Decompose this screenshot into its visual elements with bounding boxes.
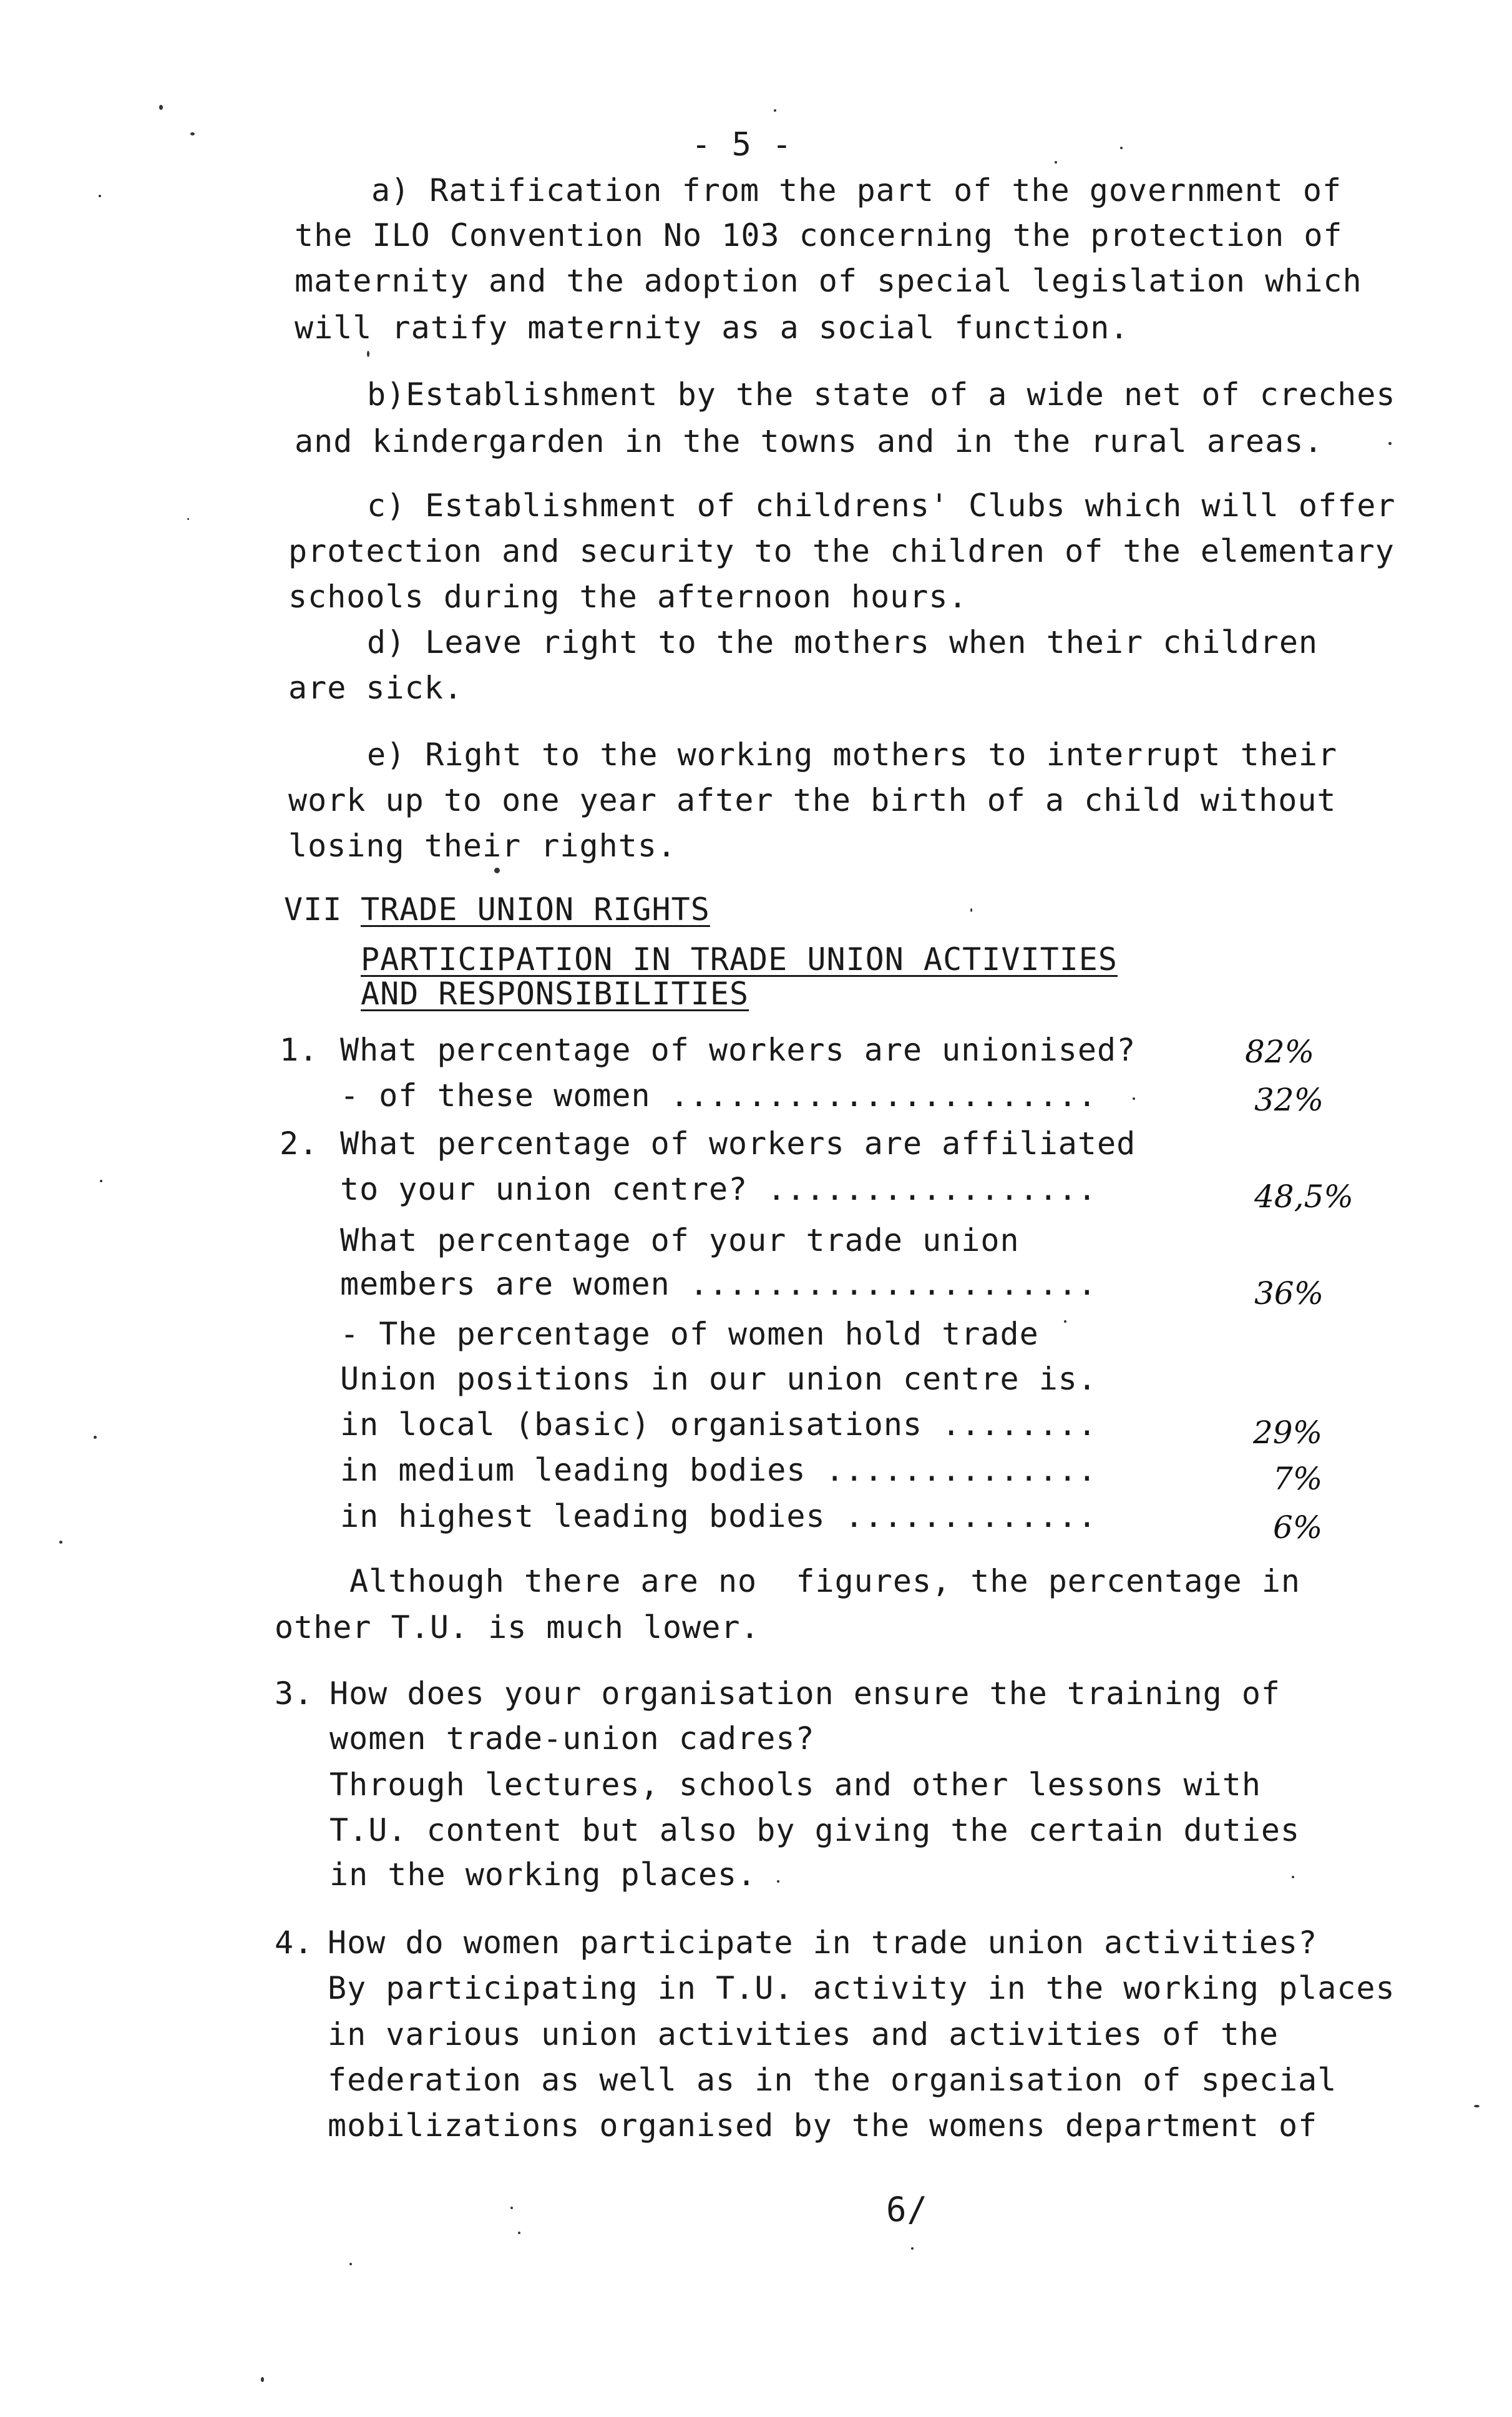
scan-speck xyxy=(100,1180,102,1182)
answer-text: federation as well as in the organisation of special xyxy=(328,2062,1337,2098)
question-text: women trade-union cadres? xyxy=(329,1720,815,1757)
percentage-value: 36% xyxy=(1254,1275,1324,1311)
section-subtitle: AND RESPONSIBILITIES xyxy=(361,976,749,1012)
text-line: a) Ratification from the part of the government of xyxy=(371,172,1342,208)
text-line: other T.U. is much lower. xyxy=(275,1609,760,1645)
scan-speck xyxy=(911,2247,914,2250)
scan-speck xyxy=(1388,442,1392,445)
question-text: - The percentage of women hold trade xyxy=(340,1316,1039,1352)
answer-text: mobilizations organised by the womens department of xyxy=(328,2107,1318,2144)
scan-speck xyxy=(59,1541,62,1544)
text-line: b)Establishment by the state of a wide net of creches xyxy=(367,376,1396,413)
question-subline: - of these women ...................... xyxy=(340,1077,1097,1114)
question-number: 2. xyxy=(280,1125,319,1162)
question-number: 3. xyxy=(275,1675,314,1712)
scan-speck xyxy=(1474,2105,1480,2107)
question-text: in local (basic) organisations ........ xyxy=(340,1406,1097,1443)
question-text: How do women participate in trade union activities? xyxy=(328,1924,1318,1961)
scan-speck xyxy=(1120,147,1123,149)
answer-text: Through lectures, schools and other lessons with xyxy=(329,1767,1261,1803)
text-line: will ratify maternity as a social function. xyxy=(295,310,1129,346)
scan-speck xyxy=(494,868,500,873)
scan-speck xyxy=(1133,1097,1135,1100)
scan-speck xyxy=(349,2263,352,2265)
section-number: VII xyxy=(284,891,343,928)
scan-speck xyxy=(777,1880,779,1883)
text-line: protection and security to the children of the elementary xyxy=(288,533,1395,569)
scan-speck xyxy=(518,2232,520,2234)
question-text: Union positions in our union centre is. xyxy=(340,1361,1097,1397)
scan-speck xyxy=(774,109,776,112)
percentage-value: 29% xyxy=(1253,1414,1323,1451)
scan-speck xyxy=(190,132,195,135)
answer-text: By participating in T.U. activity in the working places xyxy=(328,1970,1395,2006)
text-line: maternity and the adoption of special legislation which xyxy=(295,263,1362,299)
scan-speck xyxy=(159,105,163,110)
scan-speck xyxy=(1064,1320,1066,1323)
text-line: c) Establishment of childrens' Clubs which will offer xyxy=(367,488,1396,524)
scan-speck xyxy=(94,1436,97,1439)
percentage-value: 7% xyxy=(1273,1461,1323,1497)
answer-text: in the working places. xyxy=(329,1856,757,1893)
percentage-value: 82% xyxy=(1245,1034,1315,1070)
question-text: How does your organisation ensure the training of xyxy=(329,1675,1281,1712)
text-line: are sick. xyxy=(288,670,463,706)
text-line: losing their rights. xyxy=(288,828,677,864)
scan-speck xyxy=(510,2207,513,2209)
text-line: work up to one year after the birth of a child without xyxy=(288,782,1337,818)
question-number: 1. xyxy=(280,1032,319,1068)
scan-speck xyxy=(1055,161,1057,164)
question-text: What percentage of workers are unionised? xyxy=(340,1032,1136,1068)
text-line: e) Right to the working mothers to interrupt their xyxy=(367,737,1338,773)
text-line: schools during the afternoon hours. xyxy=(288,579,968,615)
scan-speck xyxy=(99,195,101,197)
question-text: to your union centre? ................. xyxy=(340,1171,1097,1207)
percentage-value: 6% xyxy=(1273,1509,1323,1546)
text-line: Although there are no figures, the percentage in xyxy=(349,1563,1301,1599)
answer-text: in various union activities and activities of the xyxy=(328,2016,1279,2052)
scan-speck xyxy=(367,351,369,357)
scan-speck xyxy=(187,518,189,520)
scan-speck xyxy=(1292,1876,1294,1878)
page-number: - 5 - xyxy=(691,126,793,164)
continuation-page-marker: 6/ xyxy=(886,2190,929,2229)
section-title: TRADE UNION RIGHTS xyxy=(361,891,710,928)
text-line: d) Leave right to the mothers when their children xyxy=(367,624,1319,660)
question-text: members are women ..................... xyxy=(340,1266,1097,1302)
question-text: in highest leading bodies ............. xyxy=(340,1498,1097,1534)
answer-text: T.U. content but also by giving the certain duties xyxy=(329,1812,1300,1848)
text-line: the ILO Convention No 103 concerning the protection of xyxy=(295,217,1343,253)
scan-speck xyxy=(261,2377,264,2382)
text-line: and kindergarden in the towns and in the rural areas. xyxy=(295,423,1324,459)
question-text: What percentage of workers are affiliated xyxy=(340,1125,1136,1162)
percentage-value: 48,5% xyxy=(1254,1179,1353,1215)
section-subtitle: PARTICIPATION IN TRADE UNION ACTIVITIES xyxy=(361,941,1118,978)
question-text: What percentage of your trade union xyxy=(340,1222,1020,1258)
question-text: in medium leading bodies .............. xyxy=(340,1452,1097,1488)
question-number: 4. xyxy=(275,1924,314,1961)
scan-speck xyxy=(970,908,972,912)
percentage-value: 32% xyxy=(1254,1082,1324,1118)
